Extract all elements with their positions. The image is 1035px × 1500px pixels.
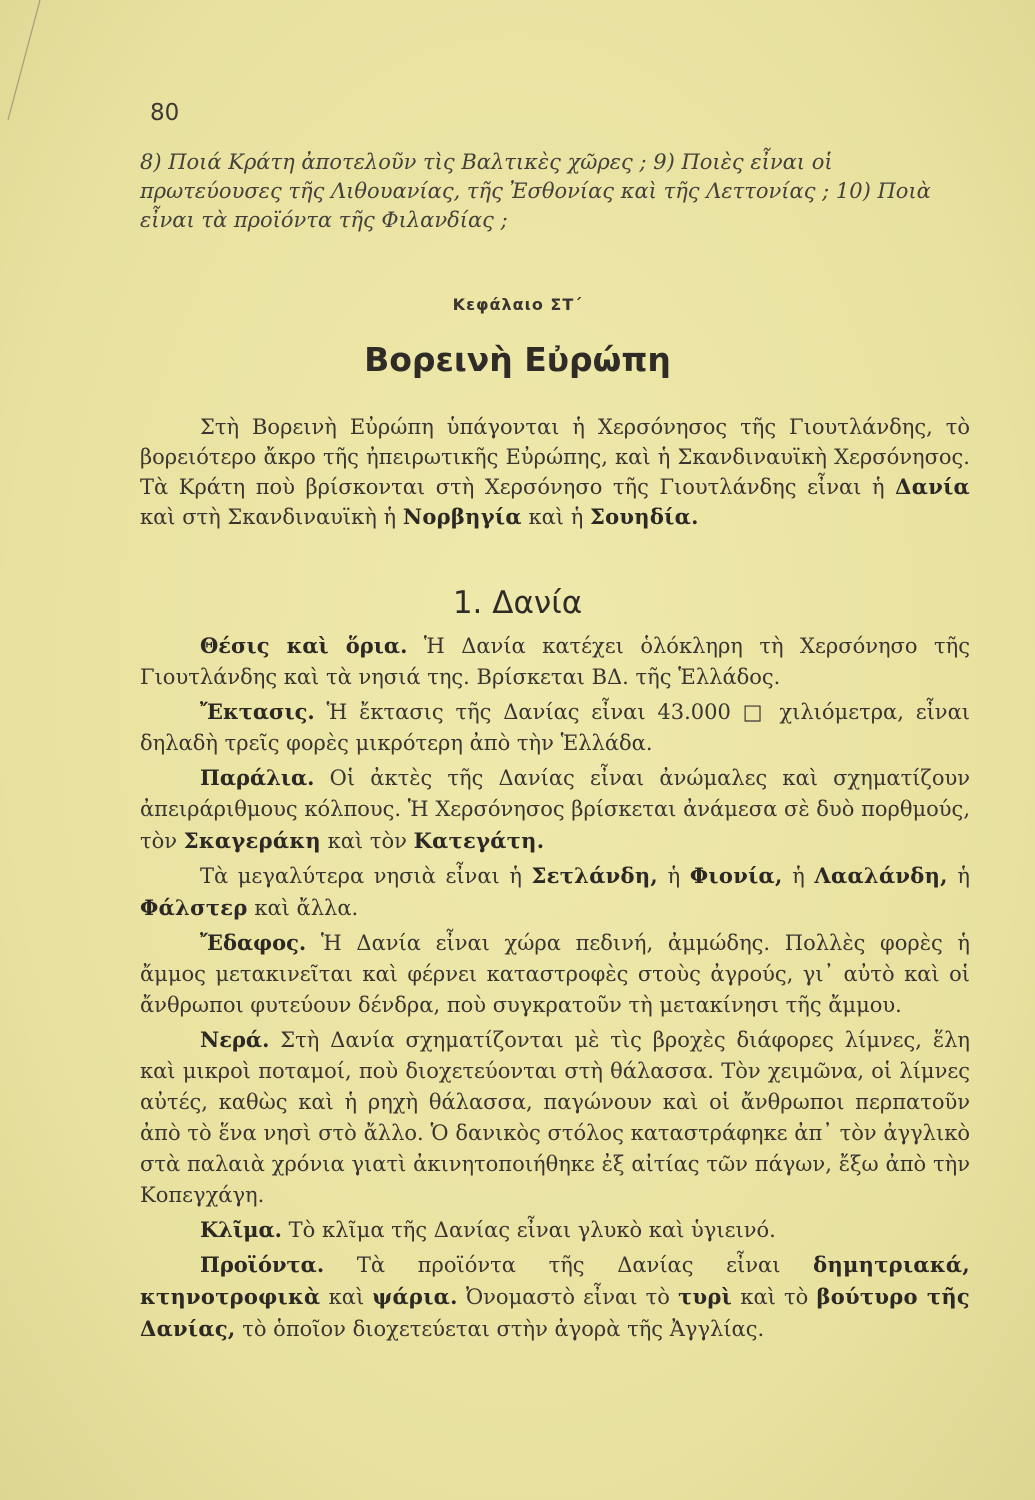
skagerrak-name: Σκαγεράκη bbox=[183, 828, 321, 853]
coast-label: Παράλια. bbox=[200, 765, 315, 790]
funen-name: Φιονία, bbox=[689, 863, 783, 888]
climate-text: Τὸ κλῖμα τῆς Δανίας εἶναι γλυκὸ καὶ ὑγιεινό. bbox=[288, 1218, 776, 1242]
soil-text: Ἡ Δανία εἶναι χώρα πεδινή, ἀμμώδης. Πολλὲς φορὲς ἡ ἄμμος μετακινεῖται καὶ φέρνει καταστροφὲς στοὺς ἀγρούς, γι᾽ αὐτὸ καὶ οἱ ἄνθρωποι φυτεύουν δένδρα, ποὺ συγκρατοῦν τὴ μετακίνησι τῆς ἄμμου. bbox=[140, 931, 970, 1017]
position-text: Ἡ Δανία κατέχει ὁλόκληρη τὴ Χερσόνησο τῆς Γιουτλάνδης καὶ τὰ νησιά της. Βρίσκεται ΒΔ. τῆς Ἑλλάδος. bbox=[140, 634, 970, 689]
climate-label: Κλῖμα. bbox=[200, 1217, 282, 1242]
islands-text: ἡ bbox=[792, 864, 805, 888]
kattegat-name: Κατεγάτη. bbox=[413, 828, 545, 853]
zealand-name: Σετλάνδη, bbox=[531, 863, 659, 888]
products-text: καὶ bbox=[328, 1285, 365, 1309]
soil-label: Ἔδαφος. bbox=[200, 930, 307, 955]
products-text: Τὰ προϊόντα τῆς Δανίας εἶναι bbox=[356, 1253, 781, 1277]
position-paragraph bbox=[140, 630, 970, 693]
coast-paragraph bbox=[140, 762, 970, 857]
products-label: Προϊόντα. bbox=[200, 1252, 325, 1277]
intro-paragraph bbox=[140, 412, 970, 532]
pencil-mark bbox=[0, 0, 60, 140]
products-text: τὸ ὁποῖον διοχετεύεται στὴν ἀγορὰ τῆς Ἀγγλίας. bbox=[242, 1317, 765, 1341]
islands-text: ἡ bbox=[957, 864, 970, 888]
review-questions: 8) Ποιά Κράτη ἀποτελοῦν τὶς Βαλτικὲς χῶρες ; 9) Ποιὲς εἶναι οἱ πρωτεύουσες τῆς Λιθουανίας, τῆς Ἐσθονίας καὶ τῆς Λεττονίας ; 10) Ποιὰ εἶναι τὰ προϊόντα τῆς Φιλανδίας ; bbox=[140, 150, 931, 232]
intro-text: Στὴ Βορεινὴ Εὐρώπη ὑπάγονται ἡ Χερσόνησος τῆς Γιουτλάνδης, τὸ βορειότερο ἄκρο τῆς ἠπειρωτικῆς Εὐρώπης, καὶ ἡ Σκανδιναυϊκὴ Χερσόνησος. Τὰ Κράτη ποὺ βρίσκονται στὴ Χερσόνησο τῆς Γιουτλάνδης εἶναι ἡ bbox=[140, 415, 970, 499]
sweden-name: Σουηδία. bbox=[589, 504, 699, 529]
area-paragraph bbox=[140, 696, 970, 759]
page-number: 80 bbox=[150, 100, 180, 126]
islands-text: Τὰ μεγαλύτερα νησιὰ εἶναι ἡ bbox=[200, 864, 522, 888]
coast-text: Οἱ ἀκτὲς τῆς Δανίας εἶναι ἀνώμαλες καὶ σχηματίζουν ἀπειράριθμους κόλπους. Ἡ Χερσόνησος βρίσκεται ἀνάμεσα σὲ δυὸ πορθμούς, τὸν bbox=[140, 766, 970, 853]
coast-text: καὶ τὸν bbox=[327, 829, 407, 853]
waters-text: Στὴ Δανία σχηματίζονται μὲ τὶς βροχὲς διάφορες λίμνες, ἕλη καὶ μικροὶ ποταμοί, ποὺ διοχετεύονται στὴ θάλασσα. Τὸν χειμῶνα, οἱ λίμνες αὐτές, καθὼς καὶ ἡ ρηχὴ θάλασσα, παγώνουν καὶ οἱ ἄνθρωποι περπατοῦν ἀπὸ τὸ ἕνα νησὶ στὸ ἄλλο. Ὁ δανικὸς στόλος καταστράφηκε ἀπ᾽ τὸν ἀγγλικὸ στὰ παλαιὰ χρόνια γιατὶ ἀκινητοποιήθηκε ἐξ αἰτίας τῶν πάγων, ἔξω ἀπὸ τὴν Κοπεγχάγη. bbox=[140, 1028, 970, 1207]
waters-label: Νερά. bbox=[200, 1027, 270, 1052]
norway-name: Νορβηγία bbox=[402, 504, 522, 529]
position-label: Θέσις καὶ ὅρια. bbox=[200, 633, 408, 658]
climate-paragraph bbox=[140, 1214, 970, 1246]
waters-paragraph bbox=[140, 1024, 970, 1211]
intro-text: καὶ στὴ Σκανδιναυϊκὴ ἡ bbox=[140, 505, 397, 529]
denmark-name: Δανία bbox=[895, 474, 970, 499]
islands-text: καὶ ἄλλα. bbox=[254, 896, 359, 920]
grain-products: δημητριακά, κτηνοτροφικὰ bbox=[140, 1252, 970, 1309]
section-body bbox=[140, 630, 970, 1345]
butter-product: βούτυρο τῆς Δανίας, bbox=[140, 1284, 970, 1341]
section-title: 1. Δανία bbox=[452, 585, 583, 621]
islands-text: ἡ bbox=[667, 864, 681, 888]
area-label: Ἔκτασις. bbox=[200, 699, 315, 724]
area-text: Ἡ ἔκτασις τῆς Δανίας εἶναι 43.000 □ χιλιόμετρα, εἶναι δηλαδὴ τρεῖς φορὲς μικρότερη ἀπὸ τὴν Ἑλλάδα. bbox=[140, 700, 970, 755]
falster-name: Φάλστερ bbox=[140, 895, 248, 920]
soil-paragraph bbox=[140, 927, 970, 1021]
cheese-product: τυρὶ bbox=[678, 1284, 733, 1309]
products-text: Ὀνομαστὸ εἶναι τὸ bbox=[465, 1285, 670, 1309]
products-text: καὶ τὸ bbox=[740, 1285, 809, 1309]
intro-text: καὶ ἡ bbox=[528, 505, 584, 529]
islands-paragraph bbox=[140, 860, 970, 924]
products-paragraph bbox=[140, 1249, 970, 1345]
chapter-title: Βορεινὴ Εὐρώπη bbox=[364, 340, 671, 379]
lolland-name: Λααλάνδη, bbox=[814, 863, 948, 888]
chapter-label: Κεφάλαιο ΣΤ΄ bbox=[452, 295, 583, 314]
fish-products: ψάρια. bbox=[372, 1284, 458, 1309]
